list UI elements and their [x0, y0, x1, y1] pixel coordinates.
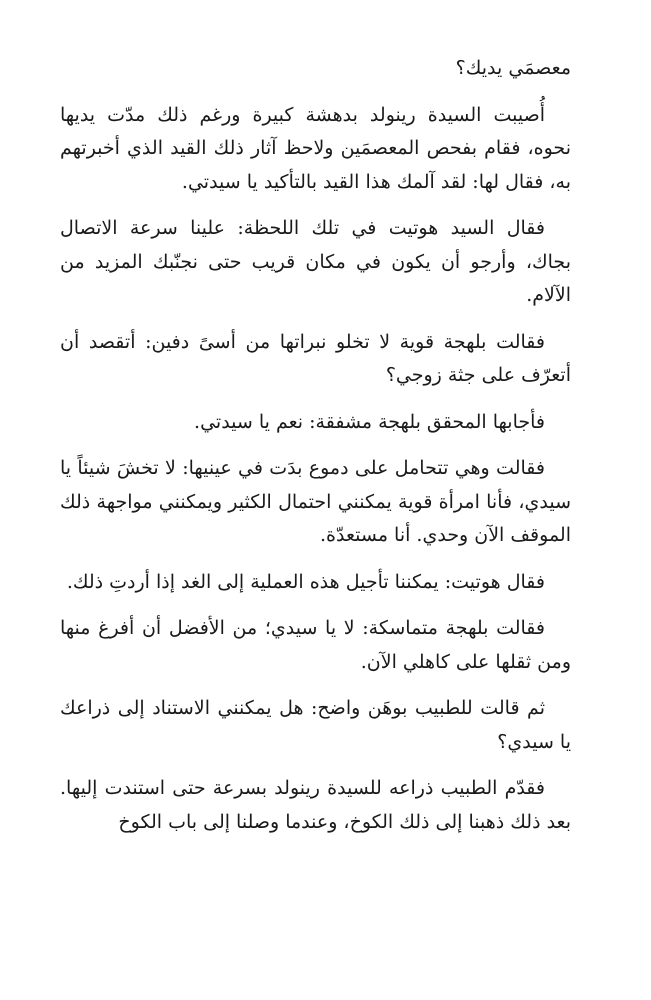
paragraph-9: ثم قالت للطبيب بوهَن واضح: هل يمكنني الاستناد إلى ذراعك يا سيدي؟: [60, 697, 571, 753]
paragraph-10: فقدّم الطبيب ذراعه للسيدة رينولد بسرعة حتى استندت إليها. بعد ذلك ذهبنا إلى ذلك الكوخ، وعندما وصلنا إلى باب الكوخ: [60, 777, 571, 833]
page-body: [60, 52, 571, 1000]
paragraph-2: أُصيبت السيدة رينولد بدهشة كبيرة ورغم ذلك مدّت يديها نحوه، فقام بفحص المعصمَين ولاحظ آثار ذلك القيد الذي أخبرتهم به، فقال لها: لقد آلمك هذا القيد بالتأكيد يا سيدتي.: [60, 103, 571, 193]
paragraph-8: فقالت بلهجة متماسكة: لا يا سيدي؛ من الأفضل أن أفرغ منها ومن ثقلها على كاهلي الآن.: [60, 617, 571, 673]
paragraph-6: فقالت وهي تتحامل على دموع بدَت في عينيها: لا تخشَ شيئاً يا سيدي، فأنا امرأة قوية يمكنني احتمال الكثير ويمكنني مواجهة ذلك الموقف الآن وحدي. أنا مستعدّة.: [60, 457, 571, 546]
paragraph-3: فقال السيد هوتيت في تلك اللحظة: علينا سرعة الاتصال بجاك، وأرجو أن يكون في مكان قريب حتى نجنّبك المزيد من الآلام.: [60, 217, 571, 306]
paragraph-4: فقالت بلهجة قوية لا تخلو نبراتها من أسىً دفين: أتقصد أن أتعرّف على جثة زوجي؟: [60, 330, 571, 386]
paragraph-1: معصمَي يديك؟: [455, 57, 571, 79]
paragraph-7: فقال هوتيت: يمكننا تأجيل هذه العملية إلى الغد إذا أردتِ ذلك.: [66, 570, 545, 593]
paragraph-5: فأجابها المحقق بلهجة مشفقة: نعم يا سيدتي.: [194, 410, 545, 433]
